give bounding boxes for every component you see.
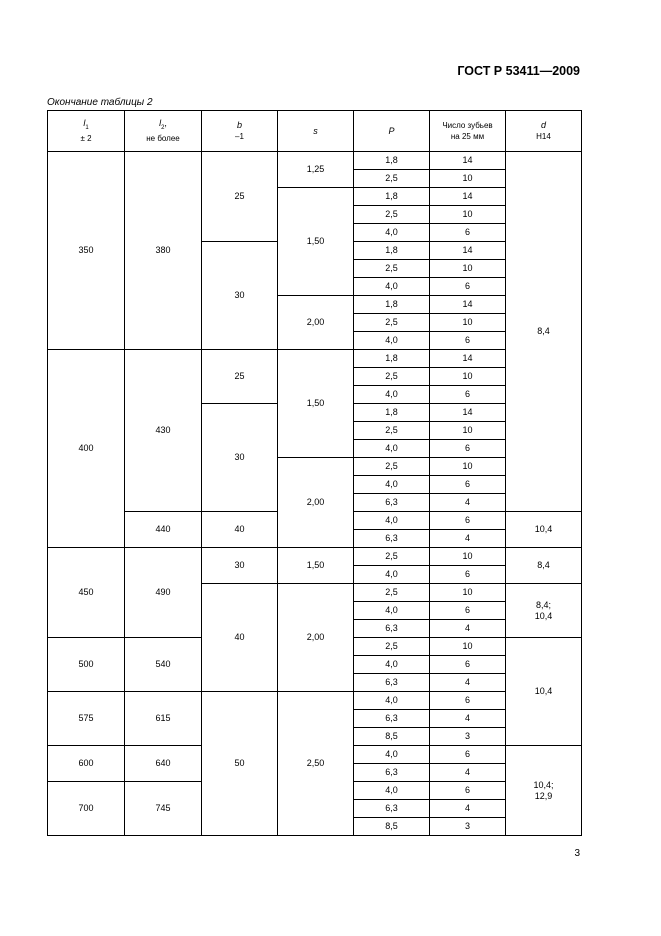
cell-s: 1,50	[278, 188, 354, 296]
d-value-line-1: 8,4;	[535, 599, 551, 610]
cell-p: 1,8	[354, 242, 430, 260]
p-symbol: P	[388, 125, 395, 136]
l2-symbol: l	[159, 117, 162, 128]
col-header-p	[354, 111, 430, 152]
cell-teeth: 6	[430, 332, 506, 350]
cell-p: 4,0	[354, 692, 430, 710]
cell-p: 4,0	[354, 476, 430, 494]
cell-l2: 380	[125, 152, 202, 350]
cell-teeth: 3	[430, 728, 506, 746]
cell-teeth: 10	[430, 458, 506, 476]
cell-d: 10,4	[506, 512, 582, 548]
cell-p: 6,3	[354, 764, 430, 782]
cell-l1: 700	[48, 782, 125, 836]
cell-teeth: 6	[430, 476, 506, 494]
col-header-l1	[48, 111, 125, 152]
table-caption: Окончание таблицы 2	[47, 97, 153, 108]
cell-b: 30	[202, 404, 278, 512]
cell-p: 2,5	[354, 638, 430, 656]
l2-subscript: 2	[161, 124, 165, 131]
cell-s: 2,00	[278, 296, 354, 350]
cell-l2: 490	[125, 548, 202, 638]
cell-teeth: 4	[430, 620, 506, 638]
col-header-s	[278, 111, 354, 152]
cell-teeth: 6	[430, 782, 506, 800]
cell-p: 2,5	[354, 206, 430, 224]
cell-p: 4,0	[354, 512, 430, 530]
l2-limit: не более	[146, 134, 180, 144]
cell-teeth: 4	[430, 710, 506, 728]
cell-d	[506, 584, 582, 638]
cell-teeth: 4	[430, 800, 506, 818]
cell-teeth: 10	[430, 368, 506, 386]
cell-s: 2,00	[278, 584, 354, 692]
cell-l2: 640	[125, 746, 202, 782]
cell-teeth: 10	[430, 584, 506, 602]
col-header-d	[506, 111, 582, 152]
cell-teeth: 10	[430, 206, 506, 224]
table-row	[48, 350, 582, 368]
cell-teeth: 14	[430, 296, 506, 314]
l1-symbol: l	[83, 117, 86, 128]
cell-d: 8,4	[506, 548, 582, 584]
cell-p: 2,5	[354, 260, 430, 278]
cell-teeth: 14	[430, 242, 506, 260]
document-code: ГОСТ Р 53411—2009	[457, 64, 580, 78]
cell-teeth: 14	[430, 350, 506, 368]
cell-b: 40	[202, 512, 278, 548]
cell-teeth: 6	[430, 692, 506, 710]
cell-p: 6,3	[354, 530, 430, 548]
cell-p: 6,3	[354, 674, 430, 692]
cell-p: 4,0	[354, 332, 430, 350]
b-symbol: b	[236, 120, 242, 130]
cell-p: 1,8	[354, 296, 430, 314]
cell-teeth: 6	[430, 278, 506, 296]
cell-p: 6,3	[354, 710, 430, 728]
cell-p: 4,0	[354, 656, 430, 674]
cell-teeth: 10	[430, 170, 506, 188]
b-tolerance: –1	[235, 132, 244, 141]
cell-b: 25	[202, 350, 278, 404]
cell-l2: 540	[125, 638, 202, 692]
cell-s: 1,50	[278, 548, 354, 584]
cell-teeth: 14	[430, 188, 506, 206]
cell-teeth: 10	[430, 422, 506, 440]
cell-b: 40	[202, 584, 278, 692]
cell-p: 6,3	[354, 620, 430, 638]
cell-p: 4,0	[354, 746, 430, 764]
cell-p: 1,8	[354, 350, 430, 368]
cell-d: 8,4	[506, 152, 582, 512]
cell-teeth: 6	[430, 386, 506, 404]
cell-teeth: 4	[430, 530, 506, 548]
cell-b: 30	[202, 242, 278, 350]
cell-p: 4,0	[354, 440, 430, 458]
table-row	[48, 692, 582, 710]
cell-teeth: 6	[430, 512, 506, 530]
teeth-label-1: Число зубьев	[442, 121, 493, 130]
cell-teeth: 4	[430, 494, 506, 512]
col-header-teeth	[430, 111, 506, 152]
cell-p: 4,0	[354, 386, 430, 404]
spec-table	[47, 110, 582, 836]
cell-b: 30	[202, 548, 278, 584]
cell-teeth: 10	[430, 548, 506, 566]
d-value-line-2: 10,4	[534, 610, 553, 621]
d-symbol: d	[540, 120, 546, 130]
d-value-line-2: 12,9	[534, 790, 553, 801]
cell-l1: 400	[48, 350, 125, 548]
cell-l2: 430	[125, 350, 202, 512]
cell-teeth: 4	[430, 764, 506, 782]
cell-teeth: 6	[430, 656, 506, 674]
cell-p: 2,5	[354, 422, 430, 440]
cell-p: 4,0	[354, 782, 430, 800]
table-row	[48, 548, 582, 566]
cell-p: 2,5	[354, 314, 430, 332]
cell-p: 6,3	[354, 800, 430, 818]
cell-p: 8,5	[354, 728, 430, 746]
cell-b: 25	[202, 152, 278, 242]
cell-s: 1,25	[278, 152, 354, 188]
header-row	[48, 111, 582, 152]
cell-teeth: 6	[430, 224, 506, 242]
cell-p: 4,0	[354, 278, 430, 296]
cell-teeth: 3	[430, 818, 506, 836]
cell-teeth: 6	[430, 440, 506, 458]
cell-teeth: 6	[430, 746, 506, 764]
cell-teeth: 6	[430, 566, 506, 584]
cell-l1: 575	[48, 692, 125, 746]
cell-p: 1,8	[354, 152, 430, 170]
cell-p: 2,5	[354, 368, 430, 386]
cell-l2: 745	[125, 782, 202, 836]
l1-tolerance: ± 2	[80, 134, 92, 144]
cell-b: 50	[202, 692, 278, 836]
cell-d: 10,4	[506, 638, 582, 746]
cell-s: 2,50	[278, 692, 354, 836]
cell-teeth: 4	[430, 674, 506, 692]
cell-p: 4,0	[354, 224, 430, 242]
page-number: 3	[574, 848, 580, 859]
cell-teeth: 14	[430, 152, 506, 170]
col-header-b	[202, 111, 278, 152]
cell-p: 8,5	[354, 818, 430, 836]
d-value-line-1: 10,4;	[533, 779, 554, 790]
cell-p: 1,8	[354, 188, 430, 206]
cell-l1: 450	[48, 548, 125, 638]
cell-p: 4,0	[354, 566, 430, 584]
cell-s: 1,50	[278, 350, 354, 458]
cell-teeth: 10	[430, 260, 506, 278]
cell-teeth: 6	[430, 602, 506, 620]
cell-teeth: 10	[430, 638, 506, 656]
teeth-label-2: на 25 мм	[450, 132, 485, 141]
cell-p: 2,5	[354, 584, 430, 602]
cell-l2: 440	[125, 512, 202, 548]
cell-l1: 600	[48, 746, 125, 782]
l2-suffix: ,	[164, 117, 167, 128]
l1-subscript: 1	[85, 124, 89, 131]
cell-d	[506, 746, 582, 836]
cell-l1: 350	[48, 152, 125, 350]
cell-p: 2,5	[354, 170, 430, 188]
cell-teeth: 10	[430, 314, 506, 332]
s-symbol: s	[313, 125, 318, 136]
cell-p: 2,5	[354, 458, 430, 476]
cell-s: 2,00	[278, 458, 354, 548]
cell-p: 2,5	[354, 548, 430, 566]
table-row	[48, 152, 582, 170]
cell-l1: 500	[48, 638, 125, 692]
cell-teeth: 14	[430, 404, 506, 422]
cell-l2: 615	[125, 692, 202, 746]
cell-p: 4,0	[354, 602, 430, 620]
col-header-l2	[125, 111, 202, 152]
cell-p: 1,8	[354, 404, 430, 422]
cell-p: 6,3	[354, 494, 430, 512]
d-tolerance: H14	[536, 132, 551, 141]
